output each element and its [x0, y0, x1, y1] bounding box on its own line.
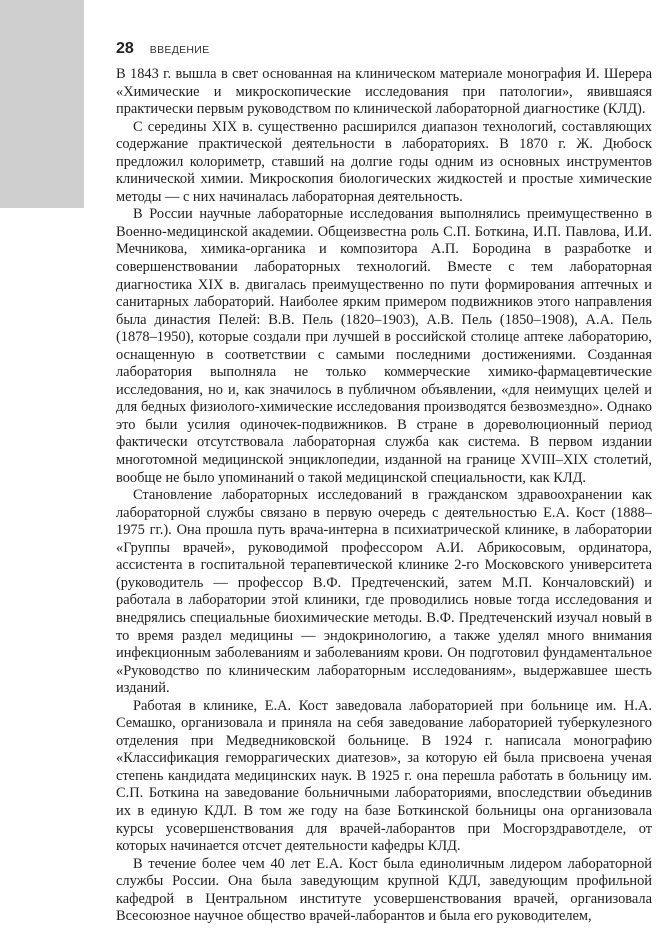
body-text [116, 66, 652, 926]
paragraph: Становление лабораторных исследований в гражданском здравоохранении как лабораторной службы связано в первую очередь с деятельностью Е.А. Кост (1888–1975 гг.). Она прошла путь врача-интерна в психиатрической клинике, в лаборатории «Группы врачей», руководимой профессором А.И. Абрикосовым, ординатора, ассистента в госпитальной терапевтической клинике 2-го Московского университета (руководитель — профессор В.Ф. Предтеченский, затем М.П. Кончаловский) и работала в лаборатории этой клиники, где проводились новые тогда исследования и внедрялись специальные биохимические методы. В.Ф. Предтеченский изучал новый в то время раздел медицины — эндокринологию, а также уделял много внимания инфекционным заболеваниям и заболеваниям крови. Он подготовил фундаментальное «Руководство по клиническим лабораторным исследованиям», выдержавшее шесть изданий. [116, 487, 652, 697]
page-header [116, 40, 209, 58]
paragraph: Работая в клинике, Е.А. Кост заведовала лабораторией при больнице им. Н.А. Семашко, организовала и приняла на себя заведование лабораторией туберкулезного отделения при Медведниковской больнице. В 1924 г. написала монографию «Классификация геморрагических диатезов», за которую ей была присвоена ученая степень кандидата медицинских наук. В 1925 г. она перешла работать в больницу им. С.П. Боткина на заведование больничными лабораториями, впоследствии объединив их в единую КДЛ. В том же году на базе Боткинской больницы она организовала курсы усовершенствования для врачей-лаборантов при Мосгорздравотделе, от которых начинается отсчет деятельности кафедры КЛД. [116, 697, 652, 855]
paragraph: С середины XIX в. существенно расширился диапазон технологий, составляющих содержание практической деятельности в лабораториях. В 1870 г. Ж. Дюбоск предложил колориметр, ставший на долгие годы одним из основных инструментов клинической химии. Микроскопия биологических жидкостей и простые химические методы — с них начиналась лабораторная деятельность. [116, 118, 652, 205]
section-title: ВВЕДЕНИЕ [149, 44, 210, 56]
side-tab [0, 0, 84, 208]
page-number: 28 [116, 40, 134, 57]
paragraph: В России научные лабораторные исследования выполнялись преимущественно в Военно-медицинской академии. Общеизвестна роль С.П. Боткина, И.П. Павлова, И.И. Мечникова, химика-органика и композитора А.П. Бородина в разработке и совершенствовании лабораторных технологий. Вместе с тем лабораторная диагностика XIX в. двигалась преимущественно по пути формирования аптечных и санитарных лабораторий. Наиболее ярким примером подвижников этого направления была династия Пелей: В.В. Пель (1820–1903), А.В. Пель (1850–1908), А.А. Пель (1878–1950), которые создали при лучшей в российской столице аптеке лабораторию, оснащенную в соответствии с самыми последними достижениями. Созданная лаборатория выполняла не только коммерческие химико-фармацевтические исследования, но и, как значилось в публичном объявлении, «для неимущих целей и для бедных физиолого-химические исследования производятся безвозмездно». Однако это были усилия одиночек-подвижников. В стране в дореволюционный период фактически отсутствовала лабораторная служба как система. В первом издании многотомной медицинской энциклопедии, изданной на границе XVIII–XIX столетий, вообще не было упоминаний о такой медицинской специальности, как КЛД. [116, 206, 652, 486]
paragraph: В течение более чем 40 лет Е.А. Кост была единоличным лидером лабораторной службы России. Она была заведующим крупной КДЛ, заведующим профильной кафедрой в Центральном институте усовершенствования врачей, организовала Всесоюзное научное общество врачей-лаборантов и была его руководителем, [116, 855, 652, 925]
paragraph: В 1843 г. вышла в свет основанная на клиническом материале монография И. Шерера «Химические и микроскопические исследования при патологии», явившаяся практически первым руководством по клинической лабораторной диагностике (КЛД). [116, 66, 652, 118]
